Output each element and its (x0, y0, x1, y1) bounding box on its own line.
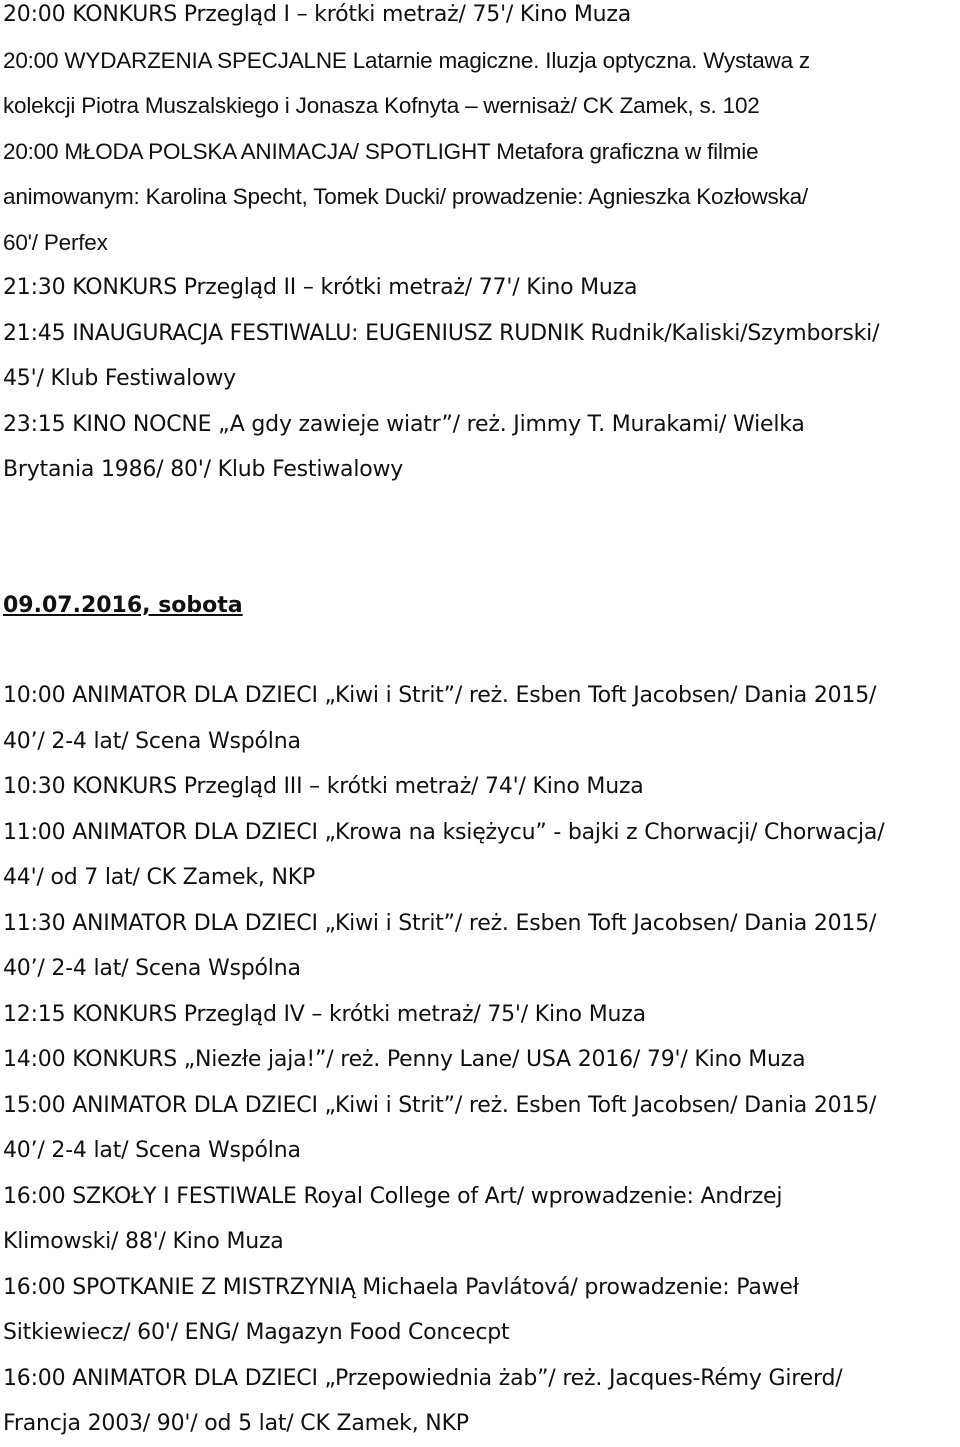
schedule-line: 40’/ 2-4 lat/ Scena Wspólna (3, 728, 301, 754)
schedule-line: 20:00 MŁODA POLSKA ANIMACJA/ SPOTLIGHT Metafora graficzna w filmie (3, 138, 759, 164)
schedule-line: 10:30 KONKURS Przegląd III – krótki metraż/ 74'/ Kino Muza (3, 774, 644, 799)
schedule-line: 14:00 KONKURS „Niezłe jaja!”/ reż. Penny Lane/ USA 2016/ 79'/ Kino Muza (3, 1047, 806, 1072)
schedule-line: Brytania 1986/ 80'/ Klub Festiwalowy (3, 457, 404, 482)
schedule-line: 23:15 KINO NOCNE „A gdy zawieje wiatr”/ reż. Jimmy T. Murakami/ Wielka (3, 411, 805, 437)
schedule-line: 15:00 ANIMATOR DLA DZIECI „Kiwi i Strit”/ reż. Esben Toft Jacobsen/ Dania 2015/ (3, 1092, 877, 1118)
schedule-line: 20:00 KONKURS Przegląd I – krótki metraż/ 75'/ Kino Muza (3, 2, 632, 27)
schedule-line: Klimowski/ 88'/ Kino Muza (3, 1229, 284, 1254)
schedule-line: 60'/ Perfex (3, 229, 108, 255)
schedule-line: kolekcji Piotra Muszalskiego i Jonasza Kofnyta – wernisaż/ CK Zamek, s. 102 (3, 93, 760, 118)
schedule-line: 20:00 WYDARZENIA SPECJALNE Latarnie magiczne. Iluzja optyczna. Wystawa z (3, 47, 810, 73)
schedule-line: Sitkiewiecz/ 60'/ ENG/ Magazyn Food Concecpt (3, 1320, 510, 1345)
schedule-line: 21:45 INAUGURACJA FESTIWALU: EUGENIUSZ RUDNIK Rudnik/Kaliski/Szymborski/ (3, 320, 880, 346)
spacer (3, 628, 957, 673)
spacer (3, 493, 957, 583)
schedule-line: animowanym: Karolina Specht, Tomek Ducki/ prowadzenie: Agnieszka Kozłowska/ (3, 184, 808, 209)
schedule-line: 11:00 ANIMATOR DLA DZIECI „Krowa na księżycu” - bajki z Chorwacji/ Chorwacja/ (3, 819, 885, 845)
schedule-line: 40’/ 2-4 lat/ Scena Wspólna (3, 1138, 301, 1163)
schedule-line: Francja 2003/ 90'/ od 5 lat/ CK Zamek, NKP (3, 1411, 469, 1436)
schedule-line: 16:00 SZKOŁY I FESTIWALE Royal College of Art/ wprowadzenie: Andrzej (3, 1183, 783, 1209)
schedule-line: 10:00 ANIMATOR DLA DZIECI „Kiwi i Strit”/ reż. Esben Toft Jacobsen/ Dania 2015/ (3, 683, 877, 708)
schedule-line: 16:00 ANIMATOR DLA DZIECI „Przepowiednia żab”/ reż. Jacques-Rémy Girerd/ (3, 1365, 843, 1391)
document-page (3, 0, 957, 1447)
schedule-line: 12:15 KONKURS Przegląd IV – krótki metraż/ 75'/ Kino Muza (3, 1001, 646, 1027)
schedule-line: 40’/ 2-4 lat/ Scena Wspólna (3, 956, 301, 981)
schedule-line: 16:00 SPOTKANIE Z MISTRZYNIĄ Michaela Pavlátová/ prowadzenie: Paweł (3, 1274, 799, 1300)
schedule-line: 21:30 KONKURS Przegląd II – krótki metraż/ 77'/ Kino Muza (3, 275, 638, 300)
schedule-line: 44'/ od 7 lat/ CK Zamek, NKP (3, 865, 316, 890)
schedule-line: 11:30 ANIMATOR DLA DZIECI „Kiwi i Strit”/ reż. Esben Toft Jacobsen/ Dania 2015/ (3, 910, 877, 936)
schedule-line: 45'/ Klub Festiwalowy (3, 366, 236, 391)
date-heading: 09.07.2016, sobota (3, 592, 243, 618)
